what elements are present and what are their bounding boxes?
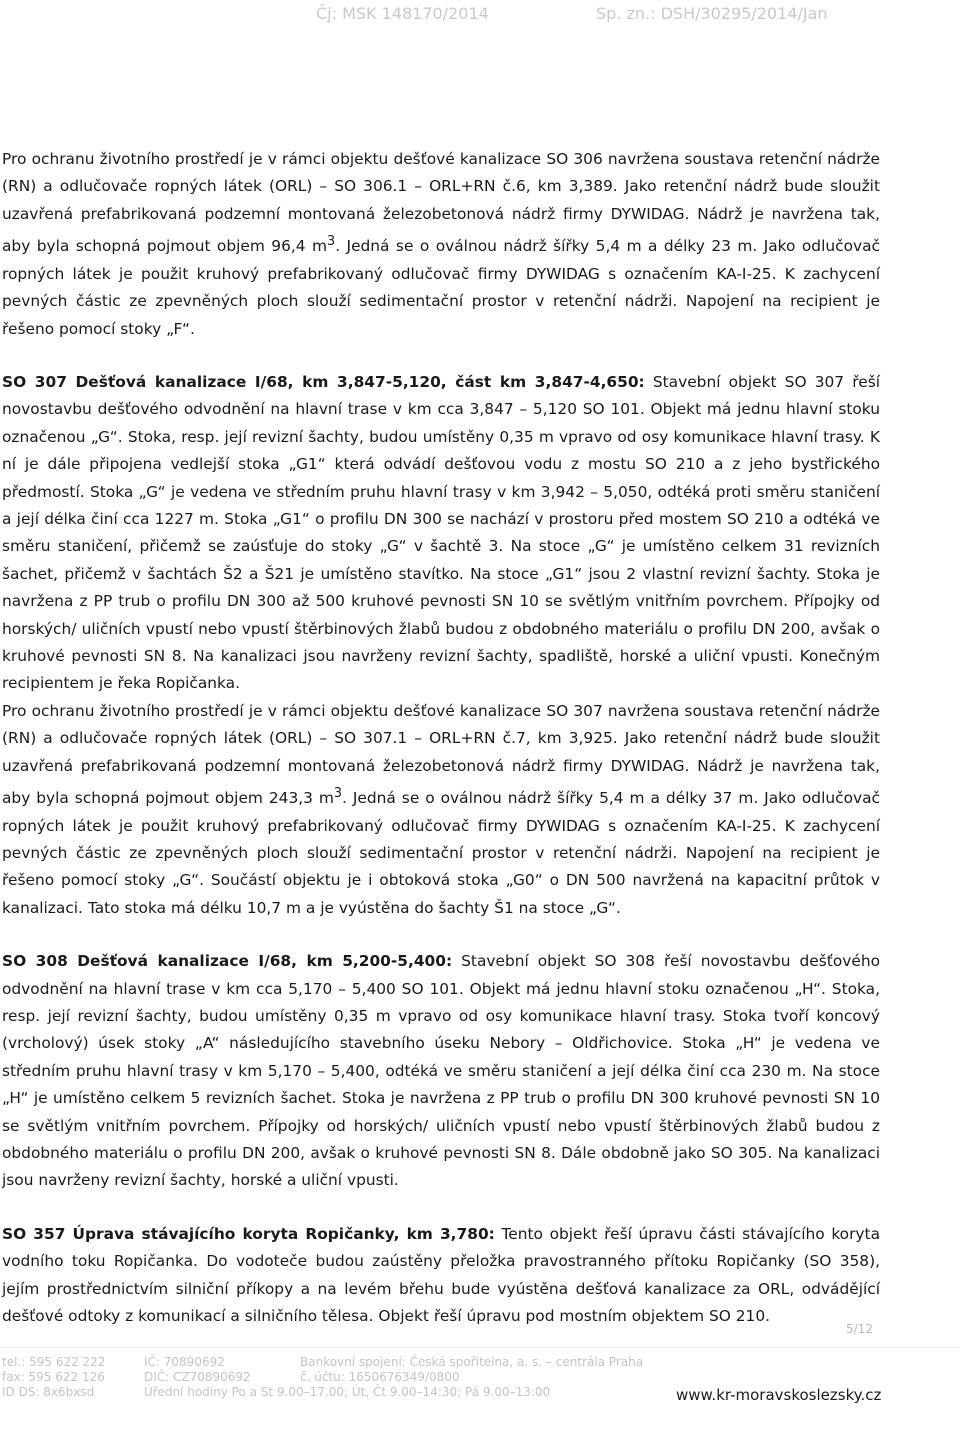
footer-dic: DIČ: CZ70890692 bbox=[144, 1370, 251, 1384]
section-heading-so308: SO 308 Dešťová kanalizace I/68, km 5,200-5,400: bbox=[2, 952, 453, 971]
footer-contact bbox=[2, 1355, 105, 1400]
paragraph-gap bbox=[2, 1195, 880, 1221]
paragraph-so306-protection bbox=[2, 146, 880, 343]
website-link[interactable]: www.kr-moravskoslezsky.cz bbox=[676, 1386, 882, 1404]
paragraph-so307 bbox=[2, 369, 880, 698]
paragraph-text: Pro ochranu životního prostředí je v rámci objektu dešťové kanalizace SO 307 navržena soustava retenční nádrže (RN) a odlučovače ropných látek (ORL) – SO 307.1 – ORL+RN č.7, km 3,925. Jako retenční nádrž bude sloužit uzavřená prefabrikovaná podzemní montovaná železobetonová nádrž firmy DYWIDAG. Nádrž je navržena tak, aby byla schopná pojmout objem 243,3 m bbox=[2, 701, 880, 808]
paragraph-so357 bbox=[2, 1221, 880, 1331]
footer-office-hours: Úřední hodiny Po a St 9.00–17.00; Út, Čt 9.00–14:30; Pá 9.00–13:00 bbox=[144, 1385, 551, 1399]
footer-phone: tel.: 595 622 222 bbox=[2, 1355, 106, 1369]
paragraph-gap bbox=[2, 922, 880, 948]
paragraph-text: Stavební objekt SO 307 řeší novostavbu dešťového odvodnění na hlavní trase v km cca 3,847 – 5,120 SO 101. Objekt má jednu hlavní stoku označenou „G“. Stoka, resp. její revizní šachty, budou umístěny 0,35 m vpravo od osy komunikace hlavní trasy. K ní je dále připojena vedlejší stoka „G1“ která odvádí dešťovou vodu z mostu SO 210 a z jeho bystřického předmostí. Stoka „G“ je vedena ve středním pruhu hlavní trasy v km 3,942 – 5,050, odtéká proti směru staničení a její délka činí cca 1227 m. Stoka „G1“ o profilu DN 300 se nachází v prostoru před mostem SO 210 a odtéká ve směru staničení, přičemž se zaúsťuje do stoky „G“ v šachtě 3. Na stoce „G“ je umístěno celkem 31 revizních šachet, přičemž v šachtách Š2 a Š21 je umístěno stavítko. Na stoce „G1“ jsou 2 vlastní revizní šachty. Stoka je navržena z PP trub o profilu DN 300 až 500 kruhové pevnosti SN 10 se světlým vnitřním povrchem. Přípojky od horských/ uličních vpustí nebo vpustí štěrbinových žlabů budou z obdobného materiálu o profilu DN 200, avšak o kruhové pevnosti SN 8. Na kanalizaci jsou navrženy revizní šachty, spadliště, horské a uliční vpusti. Konečným recipientem je řeka Ropičanka. bbox=[2, 372, 880, 693]
section-heading-so357: SO 357 Úprava stávajícího koryta Ropičanky, km 3,780: bbox=[2, 1224, 495, 1243]
paragraph-text: . Jedná se o oválnou nádrž šířky 5,4 m a délky 23 m. Jako odlučovač ropných látek je použit kruhový prefabrikovaný odlučovač firmy DYWIDAG s označením KA-I-25. K zachycení pevných částic ze zpevněných ploch slouží sedimentační prostor v retenční nádrži. Napojení na recipient je řešeno pomocí stoky „F“. bbox=[2, 237, 880, 338]
paragraph-text: Stavební objekt SO 308 řeší novostavbu dešťového odvodnění na hlavní trase v km cca 5,170 – 5,400 SO 101. Objekt má jednu hlavní stoku označenou „H“. Stoka, resp. její revizní šachty, budou umístěny 0,35 m vpravo od osy komunikace hlavní trasy. Stoka tvoří koncový (vrcholový) úsek stoky „A“ následujícího stavebního úseku Nebory – Oldřichovice. Stoka „H“ je vedena ve středním pruhu hlavní trasy v km 5,170 – 5,400, odtéká ve směru staničení a její délka činí cca 230 m. Na stoce „H“ je umístěno celkem 5 revizních šachet. Stoka je navržena z PP trub o profilu DN 300 kruhové pevnosti SN 10 se světlým vnitřním povrchem. Přípojky od horských/ uličních vpustí nebo vpustí štěrbinových žlabů budou z obdobného materiálu o profilu DN 200, avšak o kruhové pevnosti SN 8. Dále obdobně jako SO 305. Na kanalizaci jsou navrženy revizní šachty, horské a uliční vpusti. bbox=[2, 952, 880, 1190]
paragraph-so308 bbox=[2, 948, 880, 1195]
footer-account-number: č. účtu: 1650676349/0800 bbox=[300, 1370, 460, 1384]
paragraph-text: Tento objekt řeší úpravu části stávajícího koryta vodního toku Ropičanka. Do vodoteče budou zaústěny přeložka pravostranného přítoku Ropičanky (SO 358), jejím prostřednictvím silniční příkopy a na levém břehu bude vyústěna dešťová kanalizace za ORL, odvádějící dešťové odtoky z komunikací a silničního tělesa. Objekt řeší úpravu pod mostním objektem SO 210. bbox=[2, 1224, 881, 1326]
page-header bbox=[0, 2, 960, 28]
footer-divider bbox=[0, 1347, 960, 1348]
footer-data-box: ID DS: 8x6bxsd bbox=[2, 1385, 95, 1399]
footer-bank-connection: Bankovní spojení: Česká spořitelna, a. s. – centrála Praha bbox=[300, 1355, 644, 1369]
section-heading-so307: SO 307 Dešťová kanalizace I/68, km 3,847-5,120, část km 3,847-4,650: bbox=[2, 372, 645, 391]
paragraph-text: Pro ochranu životního prostředí je v rámci objektu dešťové kanalizace SO 306 navržena soustava retenční nádrže (RN) a odlučovače ropných látek (ORL) – SO 306.1 – ORL+RN č.6, km 3,389. Jako retenční nádrž bude sloužit uzavřená prefabrikovaná podzemní montovaná železobetonová nádrž firmy DYWIDAG. Nádrž je navržena tak, aby byla schopná pojmout objem 96,4 m bbox=[2, 150, 880, 256]
footer-bank bbox=[300, 1355, 643, 1385]
footer-fax: fax: 595 622 126 bbox=[2, 1370, 105, 1384]
footer-ic: IČ: 70890692 bbox=[144, 1355, 225, 1369]
file-number: Sp. zn.: DSH/30295/2014/Jan bbox=[596, 4, 828, 23]
page-number: 5/12 bbox=[846, 1322, 873, 1336]
paragraph-text: . Jedná se o oválnou nádrž šířky 5,4 m a délky 37 m. Jako odlučovač ropných látek je použit kruhový prefabrikovaný odlučovač firmy DYWIDAG s označením KA-I-25. K zachycení pevných částic ze zpevněných ploch slouží sedimentační prostor v retenční nádrži. Napojení na recipient je řešeno pomocí stoky „G“. Součástí objektu je i obtoková stoka „G0“ o DN 500 navržená na kapacitní průtok v kanalizaci. Tato stoka má délku 10,7 m a je vyústěna do šachty Š1 na stoce „G“. bbox=[2, 789, 880, 917]
document-body bbox=[2, 146, 880, 1331]
paragraph-so307-protection bbox=[2, 698, 880, 922]
superscript: 3 bbox=[327, 234, 336, 250]
reference-number: Čj: MSK 148170/2014 bbox=[316, 4, 489, 23]
superscript: 3 bbox=[333, 786, 343, 802]
paragraph-gap bbox=[2, 343, 880, 369]
